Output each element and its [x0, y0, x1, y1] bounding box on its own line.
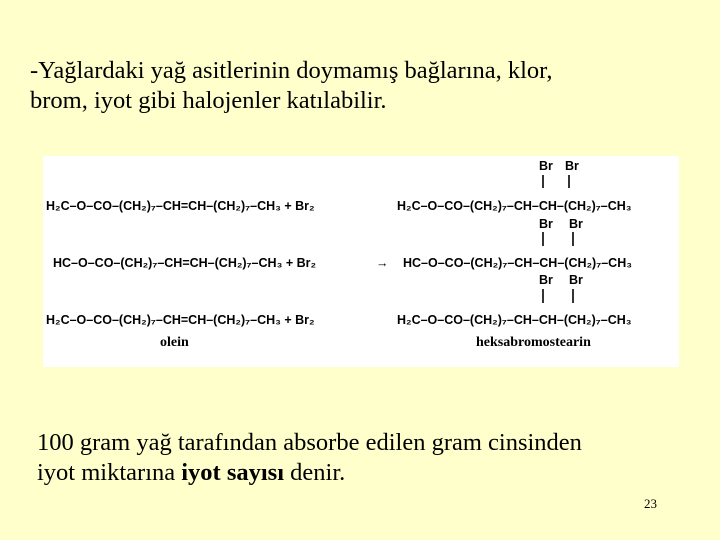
bromine-label: Br — [539, 273, 553, 287]
definition-text — [37, 428, 697, 488]
bromine-label: Br — [565, 159, 579, 173]
reactant-row-2: HC–O–CO–(CH₂)₇–CH=CH–(CH₂)₇–CH₃ + Br₂ — [53, 256, 317, 270]
bromine-label: Br — [539, 159, 553, 173]
product-name: heksabromostearin — [476, 335, 591, 350]
definition-term: iyot sayısı — [181, 459, 285, 486]
product-row-1: H₂C–O–CO–(CH₂)₇–CH–CH–(CH₂)₇–CH₃ — [397, 199, 632, 213]
bromine-label: Br — [569, 217, 583, 231]
reaction-diagram — [43, 156, 679, 367]
reaction-arrow: → — [376, 256, 389, 270]
reactant-row-3: H₂C–O–CO–(CH₂)₇–CH=CH–(CH₂)₇–CH₃ + Br₂ — [46, 313, 315, 327]
reactant-row-1: H₂C–O–CO–(CH₂)₇–CH=CH–(CH₂)₇–CH₃ + Br₂ — [46, 199, 315, 213]
bromination-reaction-figure — [43, 156, 679, 367]
definition-prefix: 100 gram yağ tarafından absorbe edilen gram cinsinden iyot miktarına — [37, 429, 582, 486]
definition-suffix: denir. — [284, 459, 346, 486]
intro-text: -Yağlardaki yağ asitlerinin doymamış bağlarına, klor, brom, iyot gibi halojenler katılabilir. — [30, 57, 553, 114]
bromine-label: Br — [539, 217, 553, 231]
page-number: 23 — [644, 496, 657, 511]
product-row-2: HC–O–CO–(CH₂)₇–CH–CH–(CH₂)₇–CH₃ — [403, 256, 632, 270]
reactant-name: olein — [160, 335, 189, 350]
product-row-3: H₂C–O–CO–(CH₂)₇–CH–CH–(CH₂)₇–CH₃ — [397, 313, 632, 327]
bromine-label: Br — [569, 273, 583, 287]
